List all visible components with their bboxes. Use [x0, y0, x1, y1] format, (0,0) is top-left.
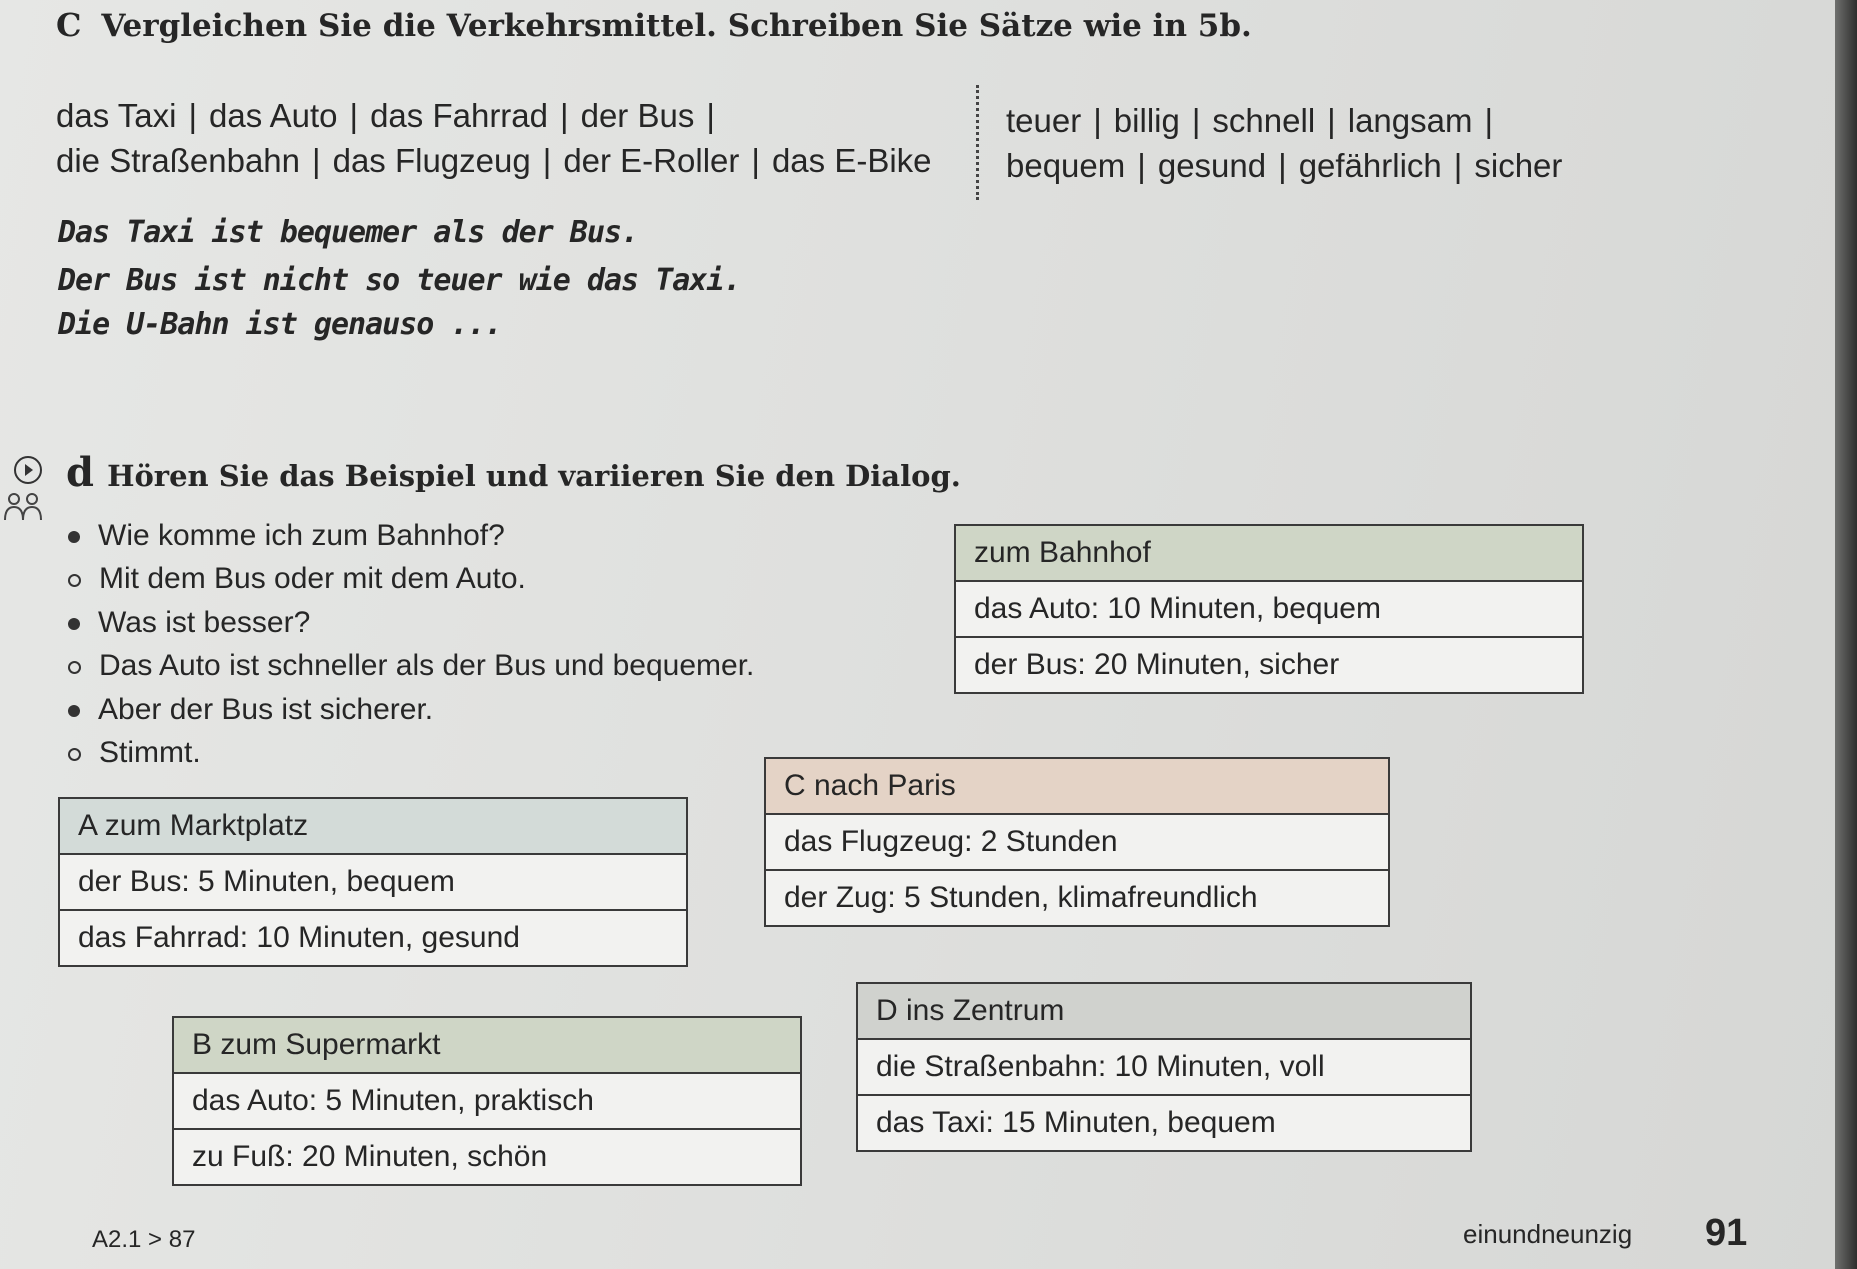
speaker-b-bullet-icon — [68, 574, 81, 587]
noun-line-2 — [56, 142, 932, 180]
table-row: das Flugzeug: 2 Stunden — [766, 813, 1388, 869]
table-b-supermarkt — [172, 1016, 802, 1186]
adjective-item: langsam — [1347, 102, 1473, 139]
table-title: zum Bahnhof — [956, 526, 1582, 580]
section-d-heading — [66, 449, 961, 496]
dialog-line — [68, 649, 754, 683]
noun-item: der Bus — [580, 97, 695, 134]
section-d-instruction: Hören Sie das Beispiel und variieren Sie den Dialog. — [107, 459, 961, 493]
audio-icon — [14, 456, 42, 484]
handwritten-line: Das Taxi ist bequemer als der Bus. — [58, 215, 639, 250]
handwritten-line: Der Bus ist nicht so teuer wie das Taxi. — [58, 263, 741, 298]
noun-item: das Fahrrad — [370, 97, 549, 134]
separator: | — [312, 142, 321, 179]
noun-line-1 — [56, 97, 727, 135]
table-d-zentrum — [856, 982, 1472, 1152]
speaker-b-bullet-icon — [68, 748, 81, 761]
table-row: der Zug: 5 Stunden, klimafreundlich — [766, 869, 1388, 925]
separator: | — [349, 97, 359, 134]
dialog-text: Wie komme ich zum Bahnhof? — [98, 519, 505, 552]
table-row: der Bus: 20 Minuten, sicher — [956, 636, 1582, 692]
separator: | — [1327, 102, 1336, 139]
adjective-item: gesund — [1157, 147, 1267, 184]
table-row: das Fahrrad: 10 Minuten, gesund — [60, 909, 686, 965]
page-number-word: einundneunzig — [1463, 1219, 1633, 1249]
table-row: das Taxi: 15 Minuten, bequem — [858, 1094, 1470, 1150]
adjective-item: sicher — [1474, 147, 1563, 184]
noun-item: das E-Bike — [771, 142, 932, 179]
separator: | — [1137, 147, 1146, 184]
table-title: B zum Supermarkt — [174, 1018, 800, 1072]
table-row: die Straßenbahn: 10 Minuten, voll — [858, 1038, 1470, 1094]
dialog-text: Was ist besser? — [98, 606, 311, 639]
noun-item: der E-Roller — [563, 142, 740, 179]
section-c-letter: C — [56, 6, 82, 44]
dialog-text: Das Auto ist schneller als der Bus und bequemer. — [99, 649, 755, 682]
handwritten-line: Die U-Bahn ist genauso ... — [58, 307, 502, 342]
table-row: zu Fuß: 20 Minuten, schön — [174, 1128, 800, 1184]
separator: | — [560, 97, 569, 134]
table-row: das Auto: 10 Minuten, bequem — [956, 580, 1582, 636]
speaker-a-bullet-icon — [68, 705, 80, 717]
table-title: C nach Paris — [766, 759, 1388, 813]
noun-item: die Straßenbahn — [56, 142, 301, 179]
page-edge-shadow — [1835, 0, 1857, 1269]
pair-work-icon — [2, 492, 44, 527]
separator: | — [1093, 102, 1102, 139]
separator: | — [1453, 147, 1463, 184]
separator: | — [188, 97, 198, 134]
separator: | — [751, 142, 760, 179]
dialog-line — [68, 736, 201, 770]
table-row: der Bus: 5 Minuten, bequem — [60, 853, 686, 909]
section-c-heading — [56, 6, 1252, 44]
dotted-divider — [976, 85, 979, 200]
example-table-bahnhof — [954, 524, 1584, 694]
table-row: das Auto: 5 Minuten, praktisch — [174, 1072, 800, 1128]
separator: | — [1191, 102, 1201, 139]
table-title: D ins Zentrum — [858, 984, 1470, 1038]
section-d-letter: d — [66, 449, 94, 496]
speaker-a-bullet-icon — [68, 618, 80, 630]
adjective-item: schnell — [1212, 102, 1316, 139]
table-title: A zum Marktplatz — [60, 799, 686, 853]
table-a-marktplatz — [58, 797, 688, 967]
dialog-text: Mit dem Bus oder mit dem Auto. — [99, 562, 526, 595]
noun-item: das Taxi — [56, 97, 177, 134]
dialog-line — [68, 519, 505, 553]
adjective-item: bequem — [1006, 147, 1126, 184]
speaker-b-bullet-icon — [68, 661, 81, 674]
adjective-item: teuer — [1006, 102, 1082, 139]
page-number: 91 — [1705, 1212, 1748, 1254]
adjective-line-1 — [1006, 102, 1505, 140]
separator: | — [542, 142, 552, 179]
level-reference: A2.1 > 87 — [92, 1226, 196, 1253]
separator: | — [1278, 147, 1287, 184]
dialog-line — [68, 606, 310, 640]
dialog-text: Stimmt. — [99, 736, 201, 769]
adjective-item: billig — [1113, 102, 1180, 139]
noun-item: das Auto — [209, 97, 338, 134]
adjective-line-2 — [1006, 147, 1562, 185]
speaker-a-bullet-icon — [68, 531, 80, 543]
separator: | — [706, 97, 715, 134]
dialog-line — [68, 562, 526, 596]
adjective-item: gefährlich — [1298, 147, 1442, 184]
dialog-text: Aber der Bus ist sicherer. — [98, 693, 434, 726]
dialog-line — [68, 693, 433, 727]
table-c-paris — [764, 757, 1390, 927]
separator: | — [1484, 102, 1494, 139]
section-c-instruction: Vergleichen Sie die Verkehrsmittel. Schreiben Sie Sätze wie in 5b. — [101, 8, 1252, 44]
noun-item: das Flugzeug — [332, 142, 531, 179]
